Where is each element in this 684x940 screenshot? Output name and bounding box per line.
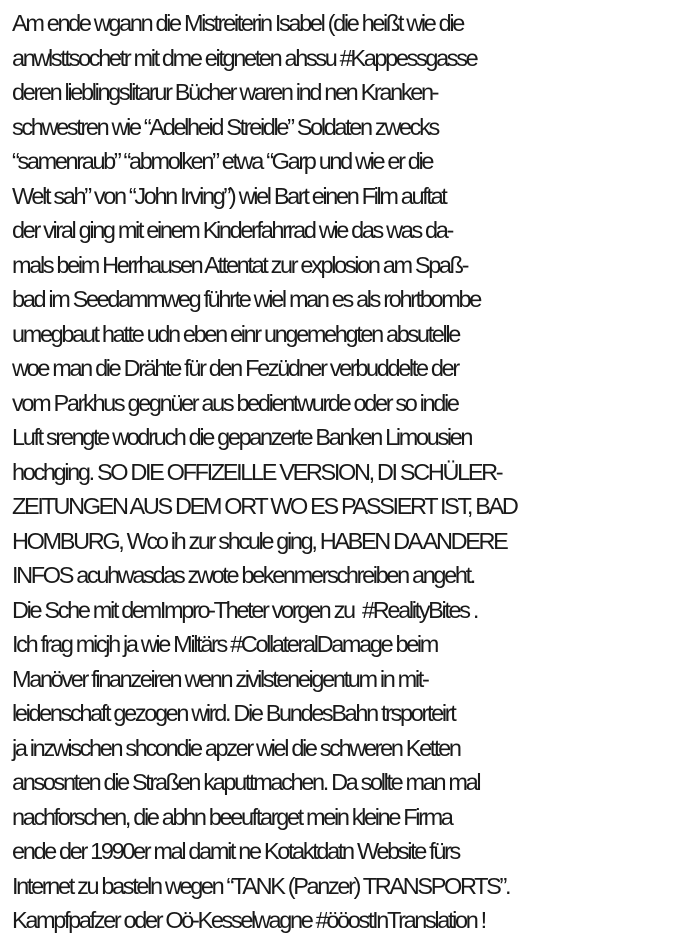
text-line: ansosnten die Straßen kaputtmachen. Da sollte man mal [12,769,480,795]
text-line: Am ende wgann die Mistreiterin Isabel (die heißt wie die [12,10,463,36]
text-line: nachforschen, die abhn beeuftarget mein kleine Firma [12,803,452,830]
text-line: bad im Seedammweg führte wiel man es als rohrtbombe [12,286,480,312]
text-line: mals beim Herrhausen Attentat zur explosion am Spaß- [12,251,468,278]
text-line: ende der 1990er mal damit ne Kotaktdatn Website fürs [12,838,459,864]
text-line: woe man die Drähte für den Fezüdner verbuddelte der [12,355,458,381]
text-line: deren lieblingslitarur Bücher waren ind nen Kranken- [12,79,438,105]
text-line: Welt sah” von “John Irving”) wiel Bart einen Film auftat [12,182,446,209]
text-line: Manöver finanzeiren wenn zivilsteneigentum in mit- [12,665,428,692]
text-line: “samenraub” “abmolken” etwa “Garp und wie er die [12,148,433,174]
text-line: ZEITUNGEN AUS DEM ORT WO ES PASSIERT IST, BAD [12,493,517,519]
text-line: Internet zu basteln wegen “TANK (Panzer) TRANSPORTS”. [12,872,510,899]
text-line: INFOS acuhwasdas zwote bekenmerschreiben angeht. [12,562,474,588]
text-line: ja inzwischen shcondie apzer wiel die schweren Ketten [12,734,460,761]
text-line: umegbaut hatte udn eben einr ungemehgten absutelle [12,320,459,347]
text-line: der viral ging mit einem Kinderfahrrad wie das was da- [12,217,452,243]
text-line: anwlsttsochetr mit dme eitgneten ahssu #Kappessgasse [12,44,477,71]
text-line: vom Parkhus gegnüer aus bedientwurde oder so indie [12,389,458,416]
body-text [12,6,684,938]
text-line: Kampfpafzer oder Oö-Kesselwagne #ööostInTranslation ! [12,907,485,933]
text-line: schwestren wie “Adelheid Streidle” Soldaten zwecks [12,113,438,140]
text-line: HOMBURG, Wco ih zur shcule ging, HABEN DA ANDERE [12,527,507,554]
text-line: leidenschaft gezogen wird. Die BundesBahn trsporteirt [12,700,455,726]
text-line: Die Sche mit demImpro-Theter vorgen zu #RealityBites . [12,596,478,623]
text-line: Ich frag micjh ja wie Miltärs #CollateralDamage beim [12,631,438,657]
text-line: Luft srengte wodruch die gepanzerte Banken Limousien [12,424,472,450]
text-line: hochging. SO DIE OFFIZEILLE VERSION, DI SCHÜLER- [12,458,502,485]
